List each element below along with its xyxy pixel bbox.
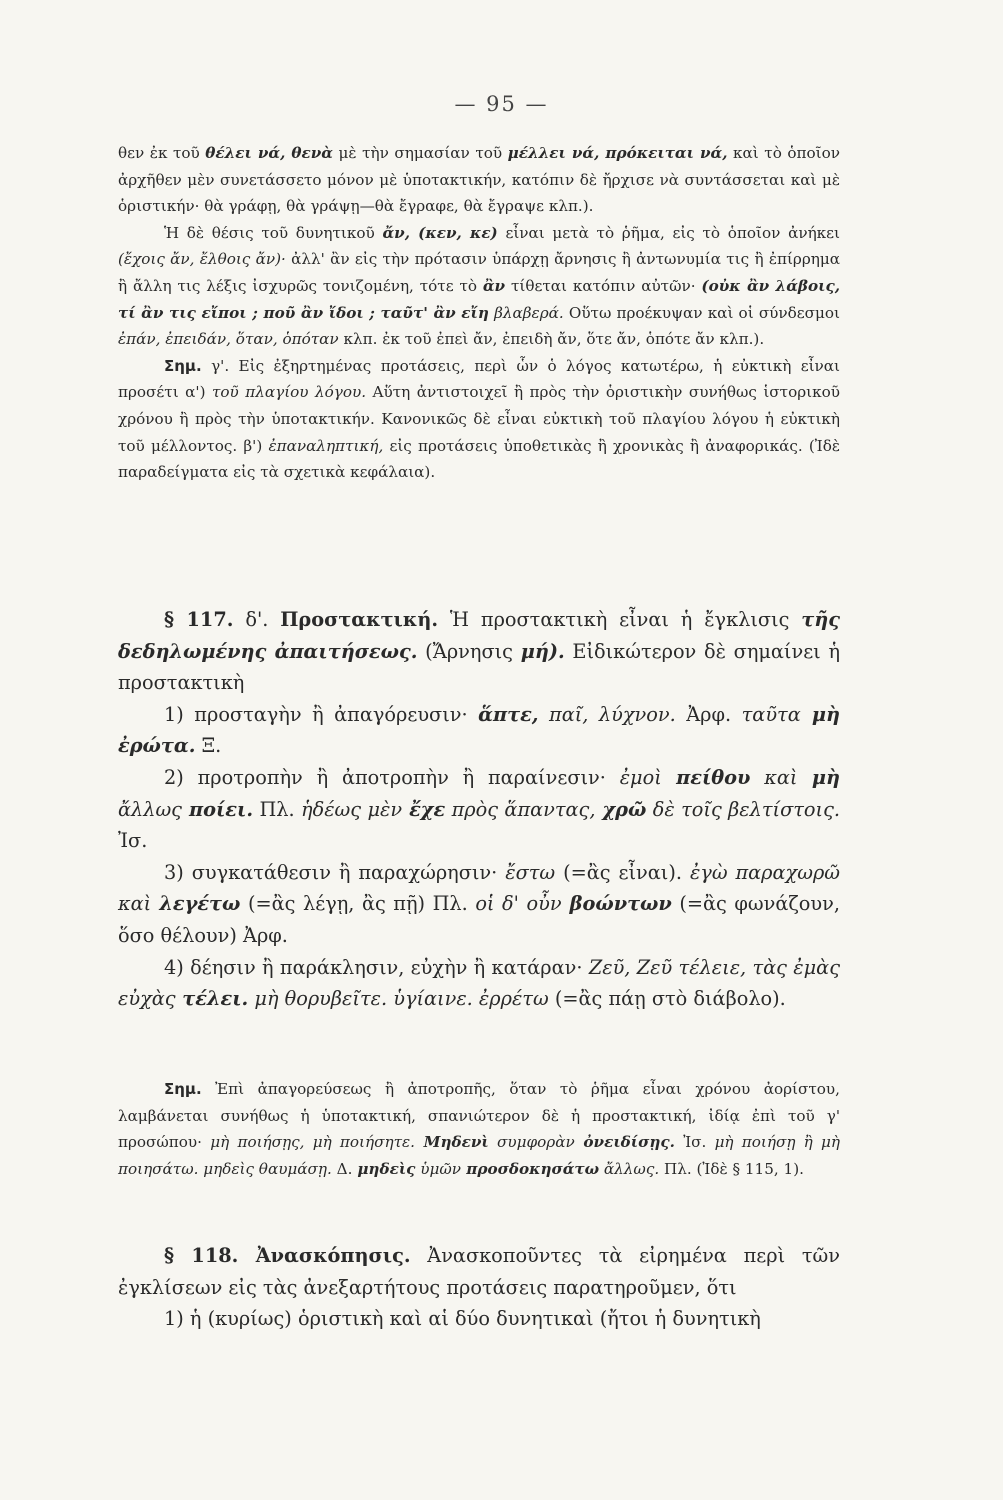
upper-text-block [118,140,840,486]
list-item: 1) ἡ (κυρίως) ὁριστικὴ καὶ αἱ δύο δυνητικαὶ (ἤτοι ἡ δυνητικὴ [164,1307,761,1331]
list-item: 3) συγκατάθεσιν ἢ παραχώρησιν· ἔστω (=ἂς εἶναι). ἐγὼ παραχωρῶ καὶ λεγέτω (=ἂς λέγῃ, ἂς πῇ) Πλ. οἱ δ' οὖν βοώντων (=ἂς φωνάζουν, ὅσο θέλουν) Ἀρφ. [118,860,840,947]
list-item: 1) προσταγὴν ἢ ἀπαγόρευσιν· ἅπτε, παῖ, λύχνον. Ἀρφ. ταῦτα μὴ ἐρώτα. Ξ. [118,702,840,758]
note-block [118,1076,840,1182]
note-paragraph: Σημ. Ἐπὶ ἀπαγορεύσεως ἢ ἀποτροπῆς, ὅταν τὸ ῥῆμα εἶναι χρόνου ἀορίστου, λαμβάνεται συνήθως ἡ ὑποτακτική, σπανιώτερον δὲ ἡ προστακτική, ἰδίᾳ ἐπὶ τοῦ γ' προσώπου· μὴ ποιήσῃς, μὴ ποιήσητε. Μηδενὶ συμφορὰν ὀνειδίσῃς. Ἰσ. μὴ ποιήσῃ ἢ μὴ ποιησάτω. μηδεὶς θαυμάσῃ. Δ. μηδεὶς ὑμῶν προσδοκησάτω ἄλλως. Πλ. (Ἰδὲ § 115, 1). [118,1080,841,1178]
page-number: — 95 — [454,92,549,116]
section-117 [118,604,840,1015]
section-117-intro: § 117. δ'. Προστακτική. Ἡ προστακτικὴ εἶναι ἡ ἔγκλισις τῆς δεδηλωμένης ἀπαιτήσεως. (Ἄρνησις μή). Εἰδικώτερον δὲ σημαίνει ἡ προστακτικὴ [118,608,841,695]
section-118-intro: § 118. Ἀνασκόπησις. Ἀνασκοποῦντες τὰ εἰρημένα περὶ τῶν ἐγκλίσεων εἰς τὰς ἀνεξαρτήτους προτάσεις παρατηροῦμεν, ὅτι [118,1244,840,1299]
section-title: Ἀνασκόπησις. [238,1244,411,1267]
paragraph-continuation: θεν ἐκ τοῦ θέλει νά, θενὰ μὲ τὴν σημασίαν τοῦ μέλλει νά, πρόκειται νά, καὶ τὸ ὁποῖον ἀρχῆθεν μὲν συνετάσσετο μόνον μὲ ὑποτακτικήν, κατόπιν δὲ ἤρχισε νὰ συντάσσεται καὶ μὲ ὁριστικήν· θὰ γράφῃ, θὰ γράψῃ—θὰ ἔγραφε, θὰ ἔγραψε κλπ.). [118,144,840,216]
section-title: Προστακτική. [280,608,439,631]
paragraph-dynetic-position: Ἡ δὲ θέσις τοῦ δυνητικοῦ ἄν, (κεν, κε) εἶναι μετὰ τὸ ῥῆμα, εἰς τὸ ὁποῖον ἀνήκει (ἔχοις ἄν, ἔλθοις ἄν)· ἀλλ' ἂν εἰς τὴν πρότασιν ὑπάρχῃ ἄρνησις ἢ ἀντωνυμία τις ἢ ἐπίρρημα ἢ ἄλλη τις λέξις ἰσχυρῶς τονιζομένη, τότε τὸ ἂν τίθεται κατόπιν αὐτῶν· (οὐκ ἂν λάβοις, τί ἂν τις εἴποι ; ποῦ ἂν ἴδοι ; ταῦτ' ἂν εἴη βλαβερά. Οὕτω προέκυψαν καὶ οἱ σύνδεσμοι ἐπάν, ἐπειδάν, ὅταν, ὁπόταν κλπ. ἐκ τοῦ ἐπεὶ ἄν, ἐπειδὴ ἄν, ὅτε ἄν, ὁπότε ἄν κλπ.). [118,223,841,349]
list-item: 4) δέησιν ἢ παράκλησιν, εὐχὴν ἢ κατάραν· Ζεῦ, Ζεῦ τέλειε, τὰς ἐμὰς εὐχὰς τέλει. μὴ θορυβεῖτε. ὑγίαινε. ἐρρέτω (=ἂς πάῃ στὸ διάβολο). [118,955,841,1011]
note-gamma: Σημ. γ'. Εἰς ἐξηρτημένας προτάσεις, περὶ ὧν ὁ λόγος κατωτέρω, ἡ εὐκτικὴ εἶναι προσέτι α') τοῦ πλαγίου λόγου. Αὕτη ἀντιστοιχεῖ ἢ πρὸς τὴν ὁριστικὴν συνήθως ἱστορικοῦ χρόνου ἢ πρὸς τὴν ὑποτακτικήν. Κανονικῶς δὲ εἶναι εὐκτικὴ τοῦ πλαγίου λόγου ἡ εὐκτικὴ τοῦ μέλλοντος. β') ἐπαναληπτική, εἰς προτάσεις ὑποθετικὰς ἢ χρονικὰς ἢ ἀναφορικάς. (Ἰδὲ παραδείγματα εἰς τὰ σχετικὰ κεφάλαια). [118,356,840,482]
section-118 [118,1240,840,1335]
list-item: 2) προτροπὴν ἢ ἀποτροπὴν ἢ παραίνεσιν· ἐμοὶ πείθου καὶ μὴ ἄλλως ποίει. Πλ. ἡδέως μὲν ἔχε πρὸς ἅπαντας, χρῶ δὲ τοῖς βελτίστοις. Ἰσ. [118,765,841,853]
